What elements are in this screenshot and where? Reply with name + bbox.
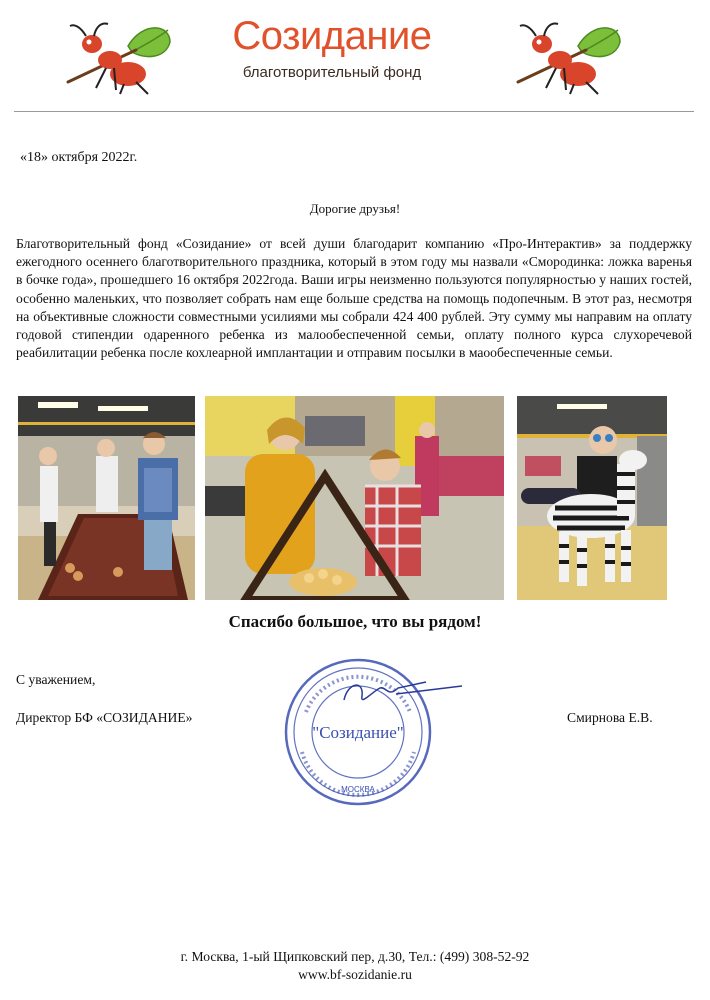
header-divider	[14, 111, 694, 112]
signer-name: Смирнова Е.В.	[567, 710, 653, 725]
ant-with-leaf-icon	[58, 16, 178, 96]
letter-date: «18» октября 2022г.	[20, 150, 138, 165]
letter-body: Благотворительный фонд «Созидание» от всей души благодарит компанию «Про-Интерактив» за поддержку ежегодного осеннего благотворительного праздника, который в этом году мы назвали «Смородинка: ложка варенья в бочке года», прошедшего 16 октября 2022года. Ваши игры неизменно пользуются популярностью у наших гостей, особенно маленьких, что позволяет собрать нам еще больше средства на помощь подопечным. В этот раз, несмотря на объективные сложности совместными усилиями мы собрали 424 400 рублей. Эту сумму мы направим на оплату годовой стипендии одаренного ребенка из малообеспеченной семьи, оплату полного курса слухоречевой реабилитации ребенка после кохлеарной имплантации и отправим посылки в маообеспеченные семьи.	[16, 236, 692, 361]
event-photo-lottery	[205, 396, 504, 600]
closing-regards: С уважением,	[16, 672, 96, 687]
letterhead	[0, 0, 710, 112]
stamp-bottom-text: МОСКВА	[341, 785, 375, 794]
stamp-center-text: "Созидание"	[312, 723, 404, 742]
handwritten-signature	[344, 682, 462, 700]
letter-greeting: Дорогие друзья!	[309, 201, 401, 216]
signer-position: Директор БФ «СОЗИДАНИЕ»	[16, 710, 193, 725]
ant-with-leaf-icon	[508, 16, 628, 96]
footer-address: г. Москва, 1-ый Щипковский пер, д.30, Тел.: (499) 308-52-92	[180, 949, 530, 964]
event-photo-shuffleboard	[18, 396, 195, 600]
brand-logo	[222, 8, 442, 100]
event-photo-zebra	[517, 396, 667, 600]
letter-footer	[0, 948, 710, 984]
official-stamp-seal	[276, 652, 466, 807]
thank-you-line: Спасибо большое, что вы рядом!	[228, 612, 482, 631]
footer-website: www.bf-sozidanie.ru	[298, 967, 412, 982]
logo-subtitle: благотворительный фонд	[242, 64, 422, 81]
logo-title: Созидание	[232, 14, 432, 58]
